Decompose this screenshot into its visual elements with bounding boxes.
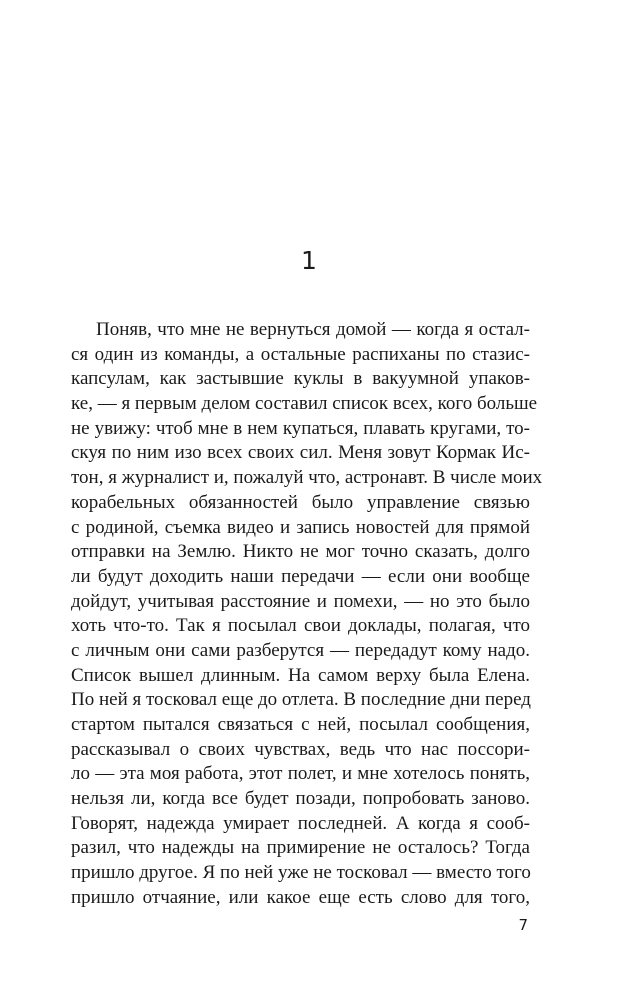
text-line: пришло отчаяние, или какое еще есть слово для того,	[71, 886, 530, 908]
text-line: корабельных обязанностей было управление связью	[71, 491, 530, 513]
text-line: ке, — я первым делом составил список всех, кого больше	[71, 393, 538, 415]
page-number: 7	[518, 916, 528, 934]
text-line: с личным они сами разберутся — передадут кому надо.	[71, 639, 530, 661]
text-line: тон, я журналист и, пожалуй что, астронавт. В числе моих	[71, 467, 543, 489]
text-line: ло — эта моя работа, этот полет, и мне хотелось понять,	[71, 763, 530, 785]
text-line: пришло другое. Я по ней уже не тосковал — вместо того	[71, 862, 531, 884]
text-line: рассказывал о своих чувствах, ведь что нас поссори-	[71, 738, 530, 760]
text-line: с родиной, съемка видео и запись новостей для прямой	[71, 516, 530, 538]
body-text	[71, 318, 543, 911]
text-line: Список вышел длинным. На самом верху была Елена.	[71, 664, 530, 686]
text-line: нельзя ли, когда все будет позади, попробовать заново.	[71, 788, 530, 810]
text-line: стартом пытался связаться с ней, посылал сообщения,	[71, 714, 530, 735]
text-line: отправки на Землю. Никто не мог точно сказать, долго	[71, 541, 530, 563]
text-line: ли будут доходить наши передачи — если они вообще	[71, 565, 530, 587]
text-line: Поняв, что мне не вернуться домой — когда я остал-	[96, 319, 530, 340]
text-line: капсулам, как застывшие куклы в вакуумной упаков-	[71, 368, 530, 390]
text-line: скуя по ним изо всех своих сил. Меня зовут Кормак Ис-	[71, 442, 530, 464]
text-line: хоть что-то. Так я посылал свои доклады, полагая, что	[71, 615, 530, 637]
chapter-number: 1	[301, 246, 317, 275]
text-line: Говорят, надежда умирает последней. А когда я сооб-	[71, 812, 530, 834]
text-line: По ней я тосковал еще до отлета. В последние дни перед	[71, 689, 531, 711]
text-line: ся один из команды, а остальные распиханы по стазис-	[71, 343, 530, 365]
text-line: разил, что надежды на примирение не осталось? Тогда	[71, 837, 530, 859]
text-line: не увижу: чтоб мне в нем купаться, плавать кругами, то-	[71, 417, 530, 439]
text-line: дойдут, учитывая расстояние и помехи, — но это было	[71, 590, 530, 612]
